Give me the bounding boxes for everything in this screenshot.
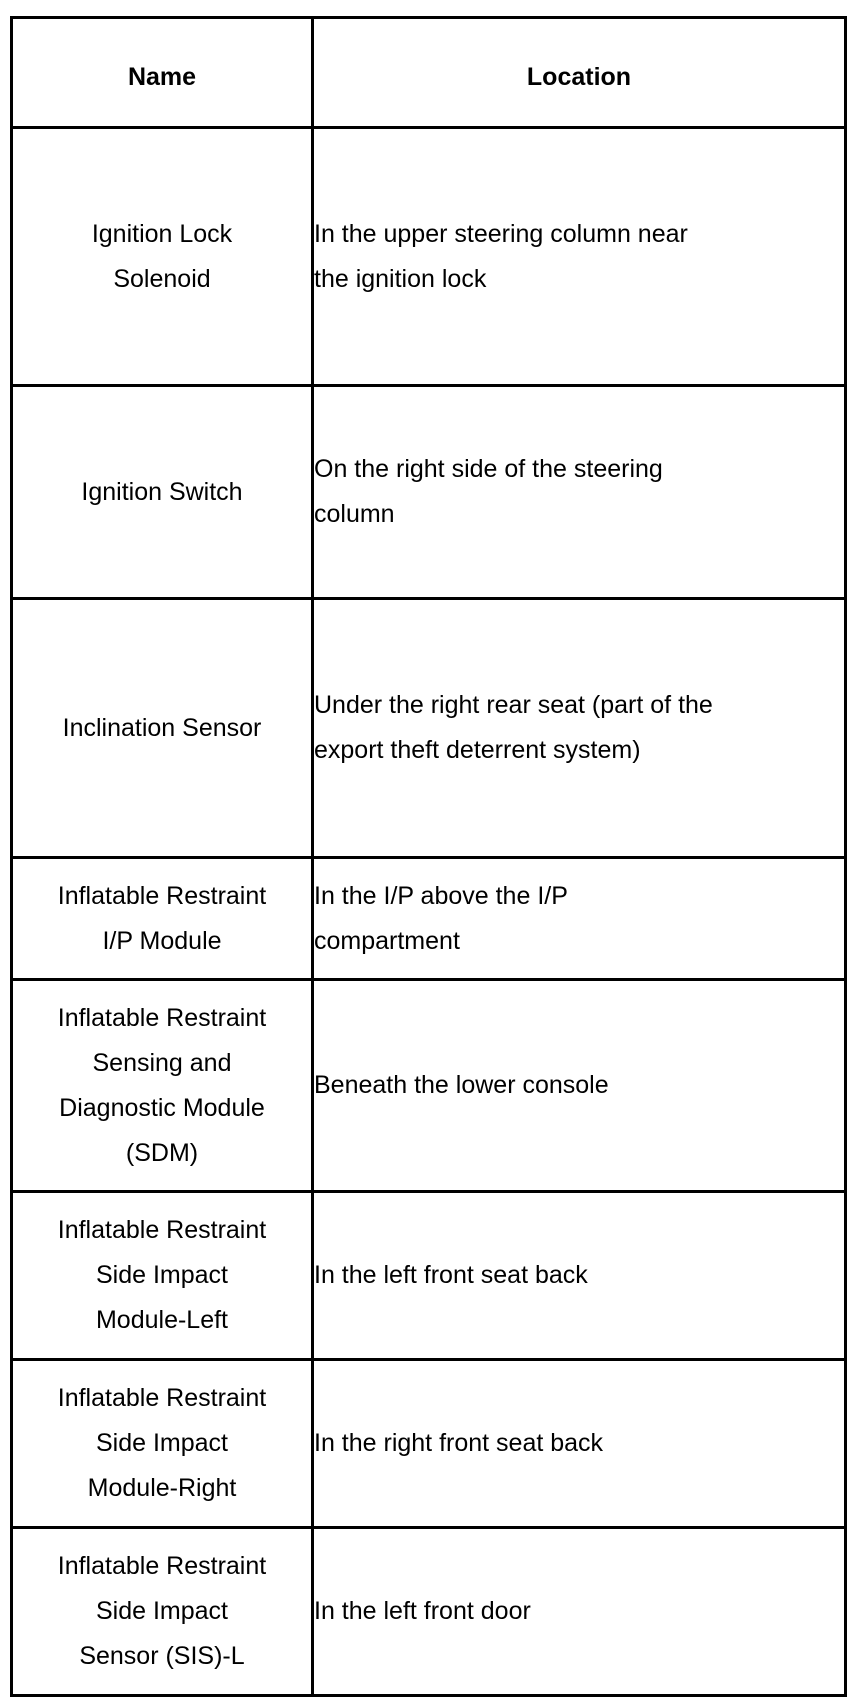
component-name-cell bbox=[12, 858, 313, 980]
component-name: Inflatable Restraint I/P Module bbox=[57, 881, 267, 955]
component-location-cell bbox=[313, 1192, 846, 1360]
table-row bbox=[12, 1528, 846, 1696]
component-name-cell bbox=[12, 386, 313, 599]
component-name-cell bbox=[12, 1528, 313, 1696]
component-name: Inflatable Restraint Side Impact Module-Left bbox=[57, 1216, 267, 1334]
location-column-header: Location bbox=[313, 18, 846, 128]
table-row bbox=[12, 1360, 846, 1528]
component-location-cell bbox=[313, 980, 846, 1192]
component-location-cell bbox=[313, 1360, 846, 1528]
component-name-cell bbox=[12, 599, 313, 858]
component-location: In the upper steering column near the ignition lock bbox=[314, 219, 688, 293]
component-name-cell bbox=[12, 1360, 313, 1528]
component-location-cell bbox=[313, 858, 846, 980]
component-location: On the right side of the steering column bbox=[314, 455, 663, 528]
component-location: Under the right rear seat (part of the export theft deterrent system) bbox=[314, 691, 713, 764]
table-row bbox=[12, 128, 846, 386]
component-location-cell bbox=[313, 128, 846, 386]
component-location: In the right front seat back bbox=[314, 1429, 604, 1457]
table-row bbox=[12, 386, 846, 599]
table-row bbox=[12, 858, 846, 980]
table-row bbox=[12, 599, 846, 858]
component-name: Inflatable Restraint Side Impact Module-Right bbox=[57, 1384, 267, 1502]
component-name: Inclination Sensor bbox=[62, 713, 262, 742]
component-location: In the left front door bbox=[314, 1597, 531, 1625]
component-name: Ignition Lock Solenoid bbox=[91, 219, 233, 293]
component-locator-table bbox=[10, 16, 847, 1697]
component-name-cell bbox=[12, 128, 313, 386]
component-name: Inflatable Restraint Side Impact Sensor (SIS)-L bbox=[57, 1552, 267, 1670]
component-name: Inflatable Restraint Sensing and Diagnostic Module (SDM) bbox=[57, 1003, 267, 1167]
component-location: Beneath the lower console bbox=[314, 1071, 609, 1099]
name-column-header: Name bbox=[12, 18, 313, 128]
component-location: In the left front seat back bbox=[314, 1261, 588, 1289]
component-name-cell bbox=[12, 1192, 313, 1360]
component-name: Ignition Switch bbox=[81, 477, 243, 506]
component-location-cell bbox=[313, 1528, 846, 1696]
table-row bbox=[12, 980, 846, 1192]
header-row bbox=[12, 18, 846, 128]
component-name-cell bbox=[12, 980, 313, 1192]
table-row bbox=[12, 1192, 846, 1360]
component-location-cell bbox=[313, 386, 846, 599]
component-location: In the I/P above the I/P compartment bbox=[314, 881, 568, 955]
component-location-cell bbox=[313, 599, 846, 858]
